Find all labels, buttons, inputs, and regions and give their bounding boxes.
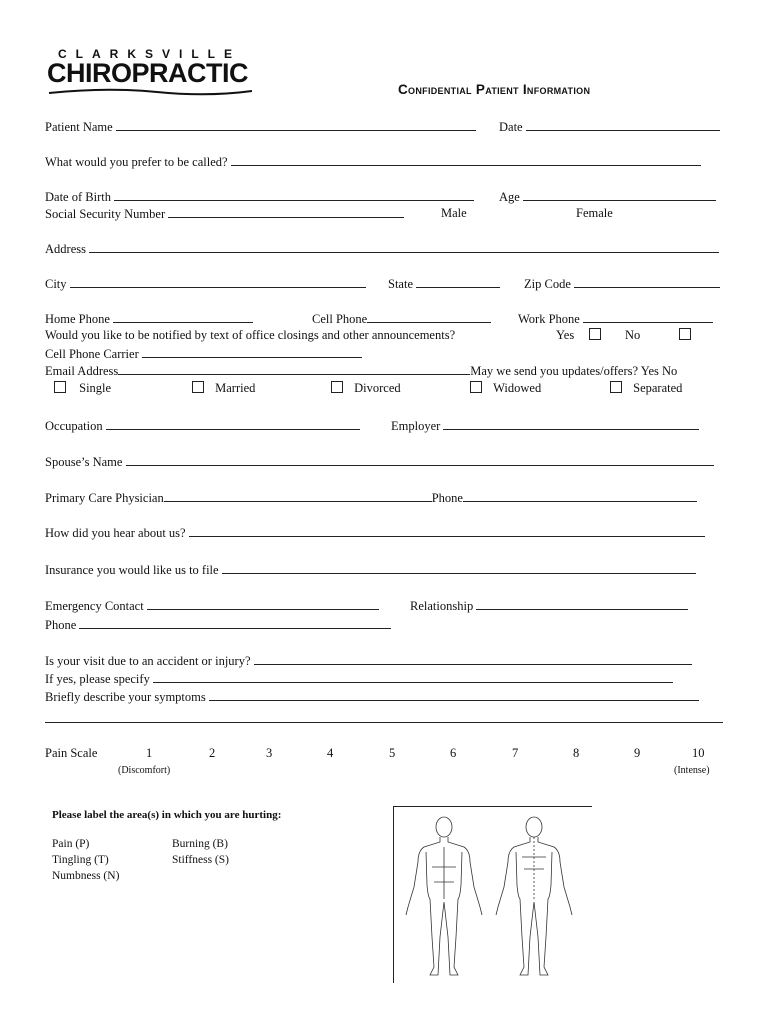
- zip-label: Zip Code: [524, 277, 571, 291]
- pain-scale-6[interactable]: 6: [450, 746, 457, 760]
- dob-label: Date of Birth: [45, 190, 111, 204]
- city-field[interactable]: [70, 276, 366, 288]
- marital-widowed[interactable]: [470, 381, 541, 396]
- single-label: Single: [79, 381, 112, 395]
- pcp-phone-label: Phone: [431, 491, 463, 505]
- legend-heading: Please label the area(s) in which you are hurting:: [52, 809, 282, 821]
- specify-field[interactable]: [153, 671, 673, 683]
- row-insurance: [45, 562, 696, 578]
- patient-name-label: Patient Name: [45, 120, 113, 134]
- address-field[interactable]: [89, 241, 719, 253]
- row-patient-name: [45, 119, 476, 135]
- married-label: Married: [215, 381, 256, 395]
- marital-single[interactable]: [54, 381, 111, 396]
- legend-numbness: Numbness (N): [52, 870, 120, 882]
- relationship-label: Relationship: [410, 599, 474, 613]
- row-cell-phone: [312, 311, 491, 327]
- pcp-label: Primary Care Physician: [45, 491, 164, 505]
- home-phone-label: Home Phone: [45, 312, 110, 326]
- text-notify-no[interactable]: [625, 328, 691, 343]
- row-employer: [391, 418, 699, 434]
- emergency-phone-label: Phone: [45, 618, 77, 632]
- row-home-phone: [45, 311, 253, 327]
- row-emergency: [45, 598, 379, 614]
- row-relationship: [410, 598, 688, 614]
- single-checkbox[interactable]: [54, 381, 66, 393]
- patient-name-field[interactable]: [116, 119, 476, 131]
- updates-question: May we send you updates/offers? Yes No: [470, 364, 678, 378]
- legend-stiffness: Stiffness (S): [172, 854, 229, 866]
- symptoms-label: Briefly describe your symptoms: [45, 690, 206, 704]
- occupation-label: Occupation: [45, 419, 103, 433]
- hear-field[interactable]: [189, 525, 705, 537]
- pcp-field[interactable]: [164, 490, 432, 502]
- separated-label: Separated: [633, 381, 683, 395]
- row-age: [499, 189, 716, 205]
- logo-top-text: CLARKSVILLE: [58, 47, 241, 61]
- text-notify-yes-checkbox[interactable]: [589, 328, 601, 340]
- widowed-label: Widowed: [493, 381, 542, 395]
- marital-married[interactable]: [192, 381, 255, 396]
- address-label: Address: [45, 242, 86, 256]
- home-phone-field[interactable]: [113, 311, 253, 323]
- state-label: State: [388, 277, 413, 291]
- row-emergency-phone: [45, 617, 391, 633]
- pain-scale-4[interactable]: 4: [327, 746, 334, 760]
- carrier-label: Cell Phone Carrier: [45, 347, 139, 361]
- dob-field[interactable]: [114, 189, 474, 201]
- carrier-field[interactable]: [142, 346, 362, 358]
- emergency-label: Emergency Contact: [45, 599, 144, 613]
- pain-scale-low-label: (Discomfort): [118, 765, 171, 776]
- pain-scale-label: Pain Scale: [45, 746, 98, 760]
- cell-phone-field[interactable]: [367, 311, 491, 323]
- row-spouse: [45, 454, 714, 470]
- date-label: Date: [499, 120, 523, 134]
- row-preferred-name: [45, 154, 701, 170]
- pain-scale-2[interactable]: 2: [209, 746, 216, 760]
- accident-label: Is your visit due to an accident or injury?: [45, 654, 251, 668]
- relationship-field[interactable]: [476, 598, 688, 610]
- symptoms-field[interactable]: [209, 689, 699, 701]
- pain-scale-high-label: (Intense): [674, 765, 710, 776]
- row-date: [499, 119, 720, 135]
- work-phone-field[interactable]: [583, 311, 713, 323]
- logo-main-text: CHIROPRACTIC: [47, 58, 248, 88]
- hear-label: How did you hear about us?: [45, 526, 186, 540]
- row-ssn: [45, 206, 404, 222]
- row-occupation: [45, 418, 360, 434]
- body-diagram-box[interactable]: [393, 806, 592, 983]
- age-field[interactable]: [523, 189, 716, 201]
- row-symptoms: [45, 689, 699, 705]
- occupation-field[interactable]: [106, 418, 360, 430]
- preferred-name-label: What would you prefer to be called?: [45, 155, 228, 169]
- accident-field[interactable]: [254, 653, 692, 665]
- date-field[interactable]: [526, 119, 720, 131]
- legend-burning: Burning (B): [172, 838, 228, 850]
- row-carrier: [45, 346, 362, 362]
- symptoms-field-line-2[interactable]: [45, 712, 723, 723]
- emergency-phone-field[interactable]: [79, 617, 391, 629]
- work-phone-label: Work Phone: [518, 312, 580, 326]
- zip-field[interactable]: [574, 276, 720, 288]
- pcp-phone-field[interactable]: [463, 490, 697, 502]
- text-notify-yes-label: Yes: [556, 328, 575, 342]
- row-work-phone: [518, 311, 713, 327]
- cell-phone-label: Cell Phone: [312, 312, 368, 326]
- city-label: City: [45, 277, 67, 291]
- employer-field[interactable]: [443, 418, 699, 430]
- row-city: [45, 276, 366, 292]
- divorced-checkbox[interactable]: [331, 381, 343, 393]
- pain-scale-8[interactable]: 8: [573, 746, 580, 760]
- form-title: Confidential Patient Information: [398, 82, 591, 97]
- logo-swoosh: [47, 87, 257, 97]
- age-label: Age: [499, 190, 520, 204]
- row-dob: [45, 189, 474, 205]
- pain-scale-9[interactable]: 9: [634, 746, 641, 760]
- text-notify-no-label: No: [625, 328, 641, 342]
- pain-scale-7[interactable]: 7: [512, 746, 519, 760]
- separated-checkbox[interactable]: [610, 381, 622, 393]
- row-pcp: [45, 490, 697, 506]
- insurance-label: Insurance you would like us to file: [45, 563, 219, 577]
- male-option[interactable]: Male: [441, 206, 467, 220]
- text-notify-question: Would you like to be notified by text of office closings and other announcements?: [45, 328, 456, 342]
- pain-scale-5[interactable]: 5: [389, 746, 396, 760]
- row-state: [388, 276, 500, 292]
- female-option[interactable]: Female: [576, 206, 613, 220]
- row-specify: [45, 671, 673, 687]
- ssn-label: Social Security Number: [45, 207, 166, 221]
- body-diagram-icon: [394, 807, 592, 983]
- married-checkbox[interactable]: [192, 381, 204, 393]
- pain-scale-10[interactable]: 10: [692, 746, 705, 760]
- pain-scale-1[interactable]: 1: [146, 746, 153, 760]
- marital-divorced[interactable]: [331, 381, 401, 396]
- legend-pain: Pain (P): [52, 838, 90, 850]
- email-field[interactable]: [118, 363, 470, 375]
- spouse-field[interactable]: [126, 454, 714, 466]
- specify-label: If yes, please specify: [45, 672, 150, 686]
- preferred-name-field[interactable]: [231, 154, 701, 166]
- marital-separated[interactable]: [610, 381, 682, 396]
- legend-tingling: Tingling (T): [52, 854, 109, 866]
- row-accident: [45, 653, 692, 669]
- row-zip: [524, 276, 720, 292]
- employer-label: Employer: [391, 419, 441, 433]
- email-label: Email Address: [45, 364, 119, 378]
- row-email: [45, 363, 677, 379]
- emergency-field[interactable]: [147, 598, 379, 610]
- row-address: [45, 241, 719, 257]
- state-field[interactable]: [416, 276, 500, 288]
- pain-scale-3[interactable]: 3: [266, 746, 273, 760]
- spouse-label: Spouse’s Name: [45, 455, 123, 469]
- text-notify-yes[interactable]: [556, 328, 601, 343]
- widowed-checkbox[interactable]: [470, 381, 482, 393]
- divorced-label: Divorced: [354, 381, 401, 395]
- row-hear: [45, 525, 705, 541]
- text-notify-no-checkbox[interactable]: [679, 328, 691, 340]
- insurance-field[interactable]: [222, 562, 696, 574]
- ssn-field[interactable]: [168, 206, 404, 218]
